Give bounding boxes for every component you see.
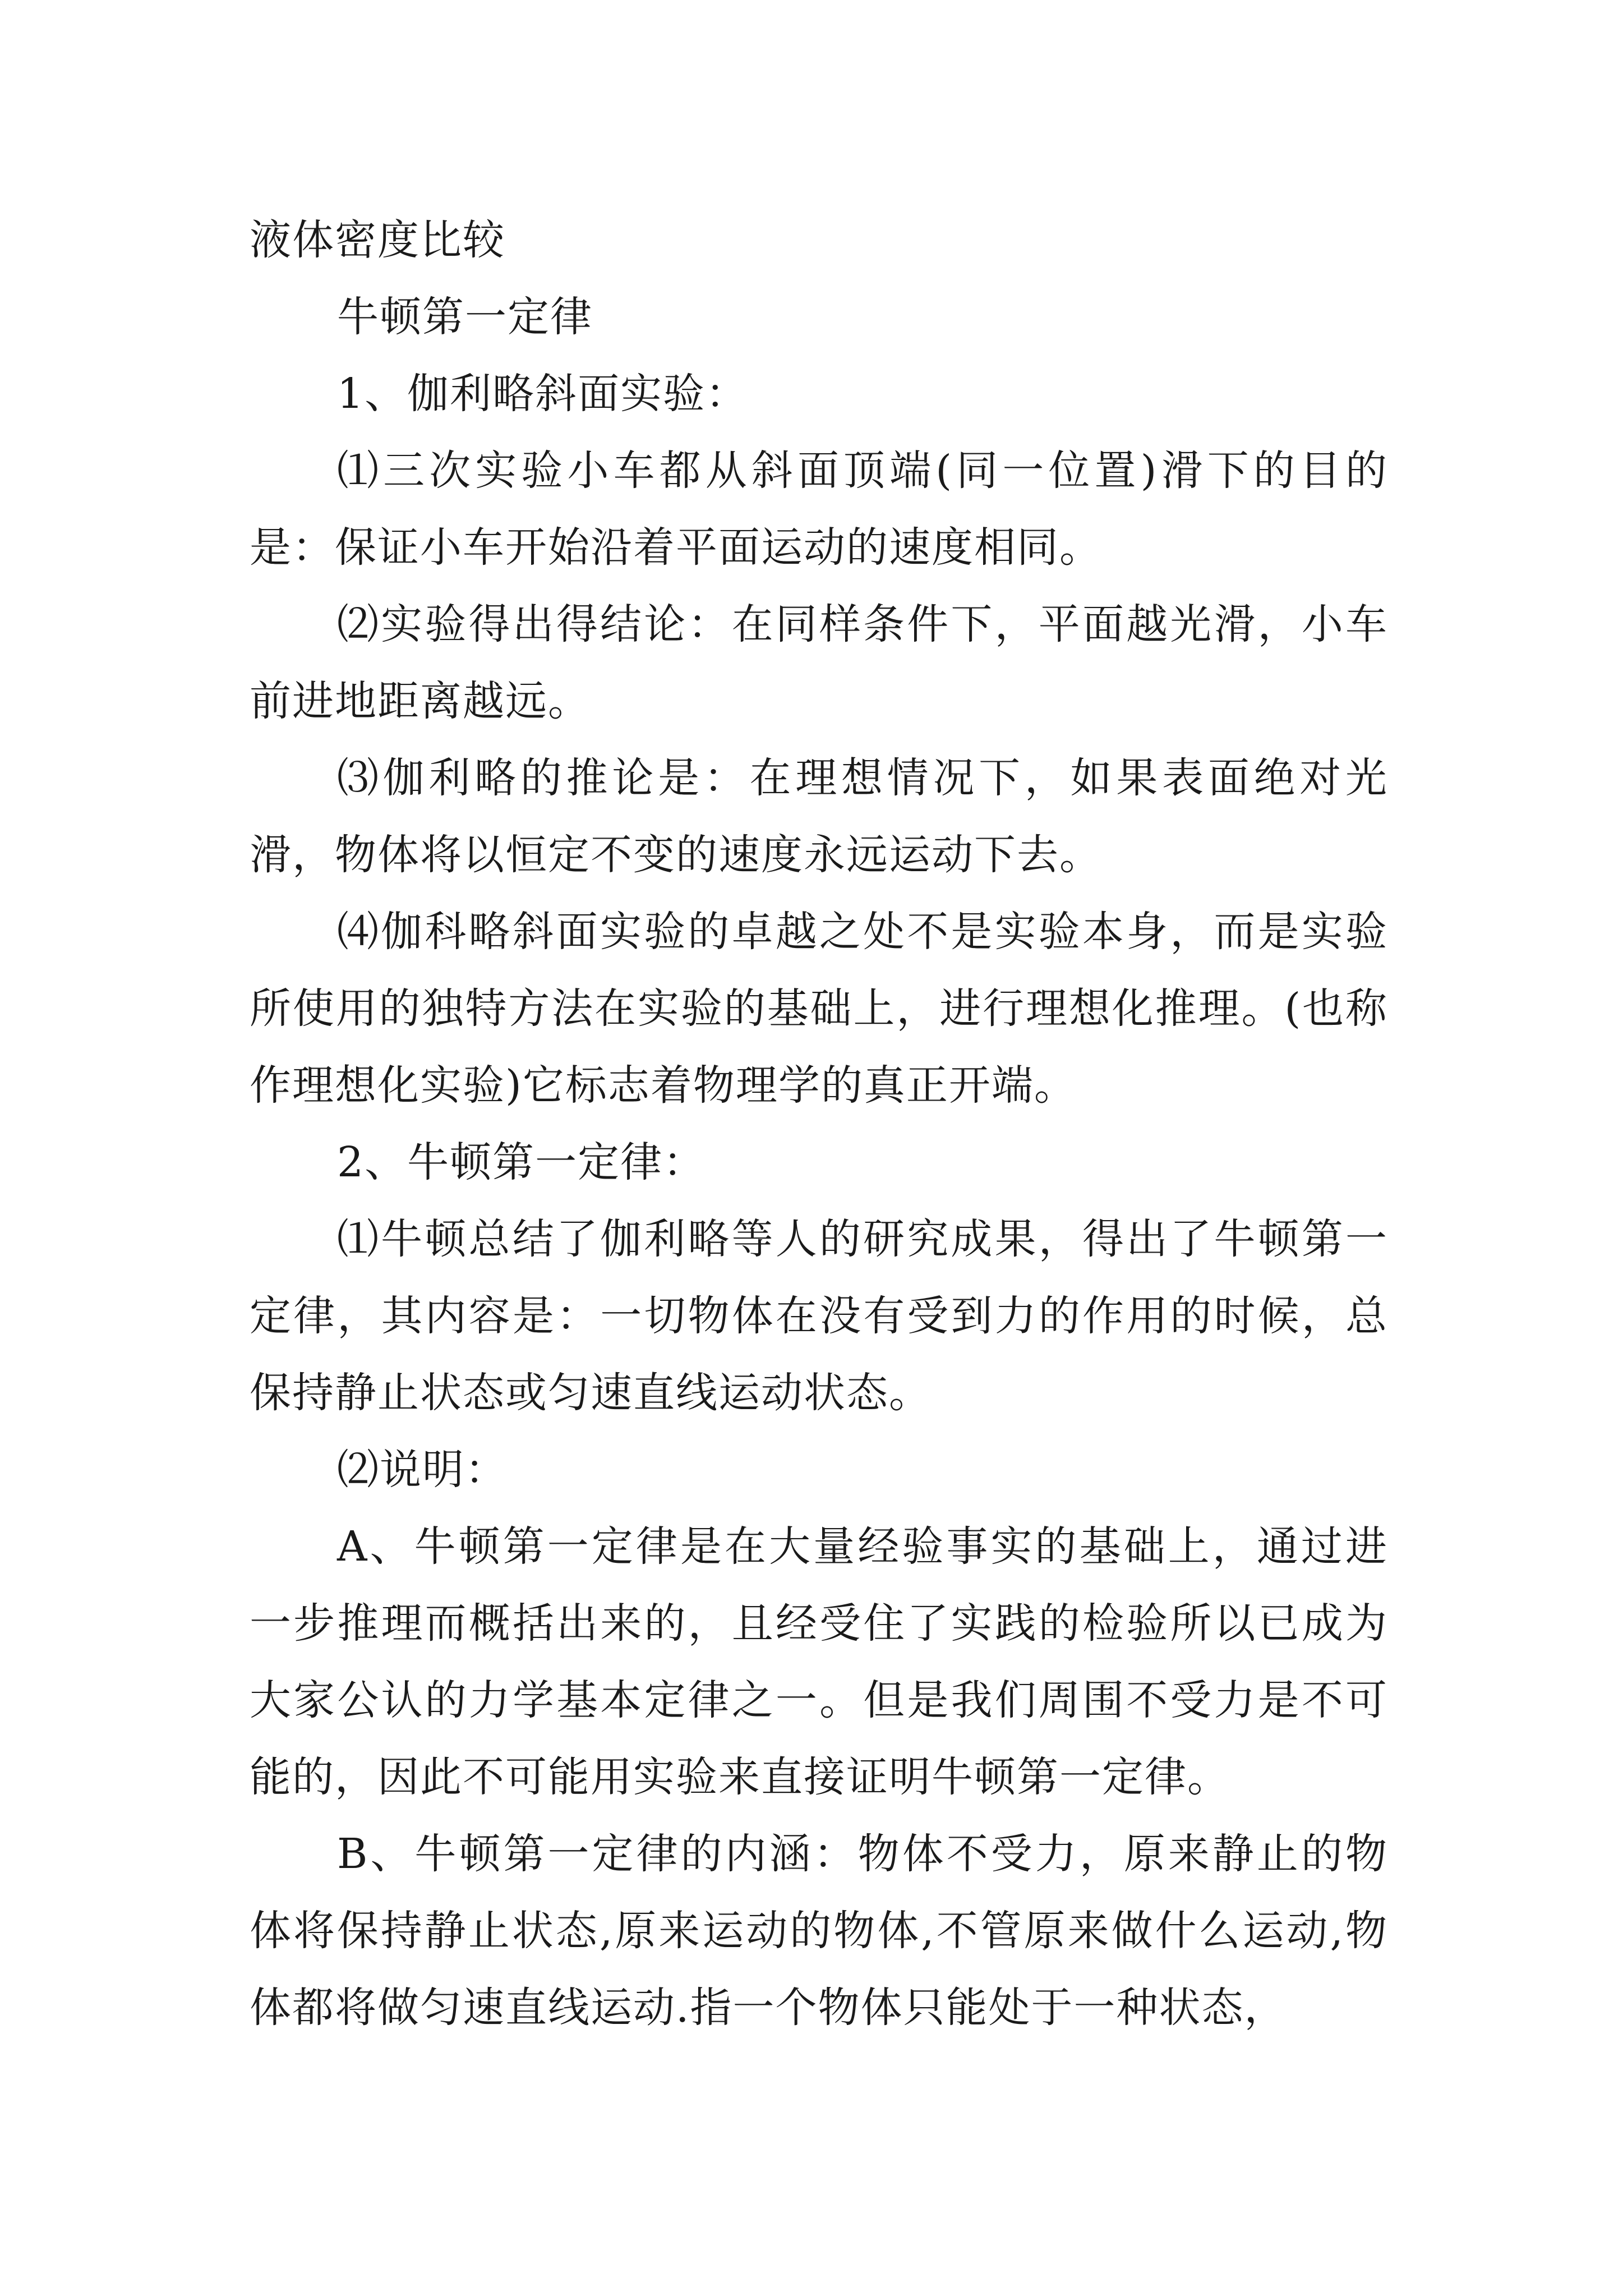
body-paragraph: ⑷伽科略斜面实验的卓越之处不是实验本身，而是实验所使用的独特方法在实验的基础上，进行理想化推理。(也称作理想化实验)它标志着物理学的真正开端。 [250, 908, 1388, 1110]
body-paragraph: ⑵说明： [337, 1446, 508, 1494]
document-body [250, 202, 1388, 2046]
subsection-heading-paragraph: 1、伽利略斜面实验： [337, 370, 749, 418]
subsection-heading-paragraph: 2、牛顿第一定律： [337, 1138, 706, 1186]
body-paragraph: ⑴三次实验小车都从斜面顶端(同一位置)滑下的目的是：保证小车开始沿着平面运动的速度相同。 [250, 447, 1388, 572]
body-paragraph: A、牛顿第一定律是在大量经验事实的基础上，通过进一步推理而概括出来的，且经受住了实践的检验所以已成为大家公认的力学基本定律之一。但是我们周围不受力是不可能的，因此不可能用实验来直接证明牛顿第一定律。 [250, 1522, 1388, 1801]
body-paragraph: ⑵实验得出得结论：在同样条件下，平面越光滑，小车前进地距离越远。 [250, 600, 1388, 725]
top-heading-paragraph: 液体密度比较 [250, 216, 505, 264]
body-paragraph: B、牛顿第一定律的内涵：物体不受力，原来静止的物体将保持静止状态,原来运动的物体,不管原来做什么运动,物体都将做匀速直线运动.指一个物体只能处于一种状态， [250, 1830, 1388, 2032]
section-title-paragraph: 牛顿第一定律 [337, 293, 593, 341]
body-paragraph: ⑴牛顿总结了伽利略等人的研究成果，得出了牛顿第一定律，其内容是：一切物体在没有受到力的作用的时候，总保持静止状态或匀速直线运动状态。 [250, 1215, 1388, 1417]
body-paragraph: ⑶伽利略的推论是：在理想情况下，如果表面绝对光滑，物体将以恒定不变的速度永远运动下去。 [250, 754, 1388, 879]
